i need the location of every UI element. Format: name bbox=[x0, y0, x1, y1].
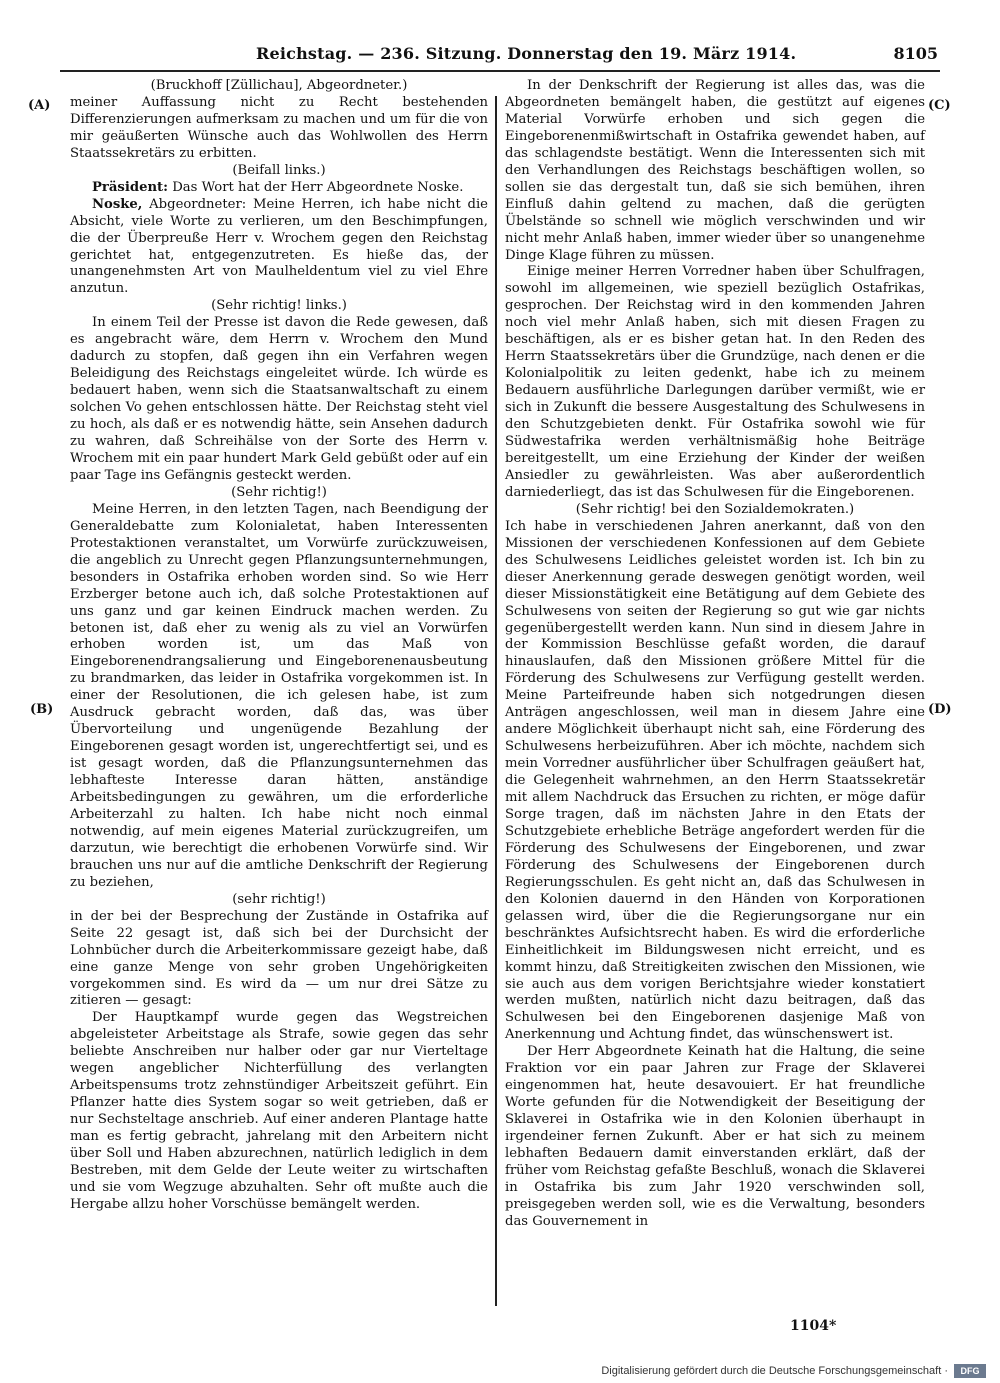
margin-marker-a: (A) bbox=[28, 98, 51, 113]
president-remark: Präsident: Das Wort hat der Herr Abgeordnete Noske. bbox=[92, 179, 464, 195]
paragraph: Der Herr Abgeordnete Keinath hat die Haltung, die seine Fraktion vor ein paar Jahren zur Frage der Sklaverei eingenommen hat, heute desavouiert. Er hat freundliche Worte gefunden für die Notwendigkeit der Beseitigung der Sklaverei in Ostafrika wie in den Kolonien überhaupt in irgendeiner fernen Zukunft. Aber er hat sich zu meinem lebhaften Bedauern damit einverstanden erklärt, daß der früher vom Reichstag gefaßte Beschluß, wonach die Sklaverei in Ostafrika bis zum Jahr 1920 verschwinden soll, preisgegeben werden soll, wie es die Verwaltung, besonders das Gouvernement in bbox=[505, 1044, 925, 1229]
speaker-header: (Bruckhoff [Züllichau], Abgeordneter.) bbox=[150, 78, 408, 93]
reaction: (sehr richtig!) bbox=[232, 891, 326, 907]
paragraph: Einige meiner Herren Vorredner haben über Schulfragen, sowohl im allgemeinen, wie speziell bezüglich Ostafrikas, gesprochen. Der Reichstag wird in den kommenden Jahren noch viel mehr Anlaß haben, sich mit diesen Fragen zu beschäftigen, als er es bisher getan hat. In den Reden des Herrn Staatssekretärs über die Grundzüge, nach denen er die Kolonialpolitik zu leiten gedenkt, habe ich zu meinem Bedauern ausführliche Darlegungen darüber vermißt, wie er sich in Zukunft die bessere Ausgestaltung des Schulwesens in den Schutzgebieten denkt. Für Ostafrika sowohl wie für Südwestafrika werden verhältnismäßig hohe Beiträge bereitgestellt, um eine Erziehung der Kinder der weißen Ansiedler zu gewährleisten. Was aber außerordentlich darniederliegt, das ist das Schulwesen für die Eingeborenen. bbox=[505, 264, 925, 500]
paragraph: In der Denkschrift der Regierung ist alles das, was die Abgeordneten bemängelt haben, die gestützt auf eigenes Material Vorwürfe erhoben und sich gegen die Eingeborenenmißwirtschaft in Ostafrika gewendet haben, auf das schlagendste bestätigt. Wenn die Interessenten sich mit den Verhandlungen des Reichstags beschäftigen wollen, so sollen sie das dergestalt tun, daß sie sich bemühen, ihren Einfluß dahin geltend zu machen, daß die gerügten Übelstände so schnell wie möglich verschwinden und wir nicht mehr Anlaß haben, immer wieder über so unangenehme Dinge Klage führen zu müssen. bbox=[505, 78, 925, 263]
block-quote: Der Hauptkampf wurde gegen das Wegstreichen abgeleisteter Arbeitstage als Strafe, sowie gegen das sehr beliebte Anschreiben nur halber oder gar nur Vierteltage wegen angeblicher Nichterfüllung des verlangten Arbeitspensums trotz zehnstündiger Arbeitszeit geführt. Ein Pflanzer hatte dies System sogar so weit getrieben, daß er nur Sechsteltage anschrieb. Auf einer anderen Plantage hatte man es fertig gebracht, jahrelang mit den Arbeitern nicht über Soll und Haben abzurechnen, natürlich lediglich in dem Bestreben, mit dem Gelde der Leute weiter zu wirtschaften und sie vom Wegzuge abzuhalten. Sehr oft mußte auch die Hergabe allzu hoher Vorschüsse bemängelt werden. bbox=[70, 1010, 488, 1212]
page-header bbox=[70, 44, 938, 68]
paragraph: meiner Auffassung nicht zu Recht bestehenden Differenzierungen aufmerksam zu machen und um für die von mir geäußerten Wünsche auch das Wohlwollen des Herrn Staatssekretärs zu erbitten. bbox=[70, 94, 488, 161]
paragraph: Noske, Abgeordneter: Meine Herren, ich habe nicht die Absicht, viele Worte zu verlieren, um den Beschimpfungen, die der Überpreuße Herr v. Wrochem gegen den Reichstag gerichtet hat, entgegenzutreten. Es hieße das, der unangenehmsten Art von Maulheldentum viel zu viel Ehre anzutun. bbox=[70, 196, 488, 297]
footer-text: Digitalisierung gefördert durch die Deutsche Forschungsgemeinschaft · bbox=[601, 1365, 948, 1377]
speaker-name: Noske, bbox=[92, 196, 143, 212]
paragraph: In einem Teil der Presse ist davon die Rede gewesen, daß es angebracht wäre, dem Herrn v. Wrochem den Mund dadurch zu stopfen, daß gegen ihn ein Verfahren wegen Beleidigung des Reichstags eingeleitet würde. Ich würde es bedauert haben, wenn sich die Staatsanwaltschaft zu einem solchen Vo gehen entschlossen hätte. Der Reichstag steht viel zu hoch, als daß er es notwendig hätte, sein Ansehen dadurch zu wahren, daß Schreihälse von der Sorte des Herrn v. Wrochem mit ein paar hundert Mark Geld gebüßt oder auf ein paar Tage ins Gefängnis gesteckt werden. bbox=[70, 315, 488, 483]
speaker-name: Präsident: bbox=[92, 179, 169, 195]
margin-marker-d: (D) bbox=[928, 702, 952, 717]
left-column bbox=[70, 78, 488, 1214]
running-title: Reichstag. — 236. Sitzung. Donnerstag den 19. März 1914. bbox=[256, 44, 797, 63]
right-column bbox=[505, 78, 925, 1231]
paragraph: in der bei der Besprechung der Zustände in Ostafrika auf Seite 22 gesagt ist, daß sich bei der Durchsicht der Lohnbücher durch die Arbeiterkommissare gezeigt habe, daß eine ganze Menge von sehr groben Ungehörigkeiten vorgekommen sind. Es wird da — um nur drei Sätze zu zitieren — gesagt: bbox=[70, 908, 488, 1009]
reaction: (Sehr richtig! bei den Sozialdemokraten.) bbox=[575, 501, 855, 517]
reaction: (Beifall links.) bbox=[232, 162, 326, 178]
digitization-footer bbox=[580, 1364, 992, 1380]
paragraph: Meine Herren, in den letzten Tagen, nach Beendigung der Generaldebatte zum Kolonialetat, haben Interessenten Protestaktionen veranstaltet, um Vorwürfe zurückzuweisen, die angeblich zu Unrecht gegen Pflanzungsunternehmungen, besonders in Ostafrika erhoben worden sind. So wie Herr Erzberger betone auch ich, daß solche Protestaktionen auf uns ganz und gar keinen Eindruck machen werden. Zu betonen ist, daß eher zu wenig als zu viel an Vorwürfen erhoben worden ist, um das Maß von Eingeborenendrangsalierung und Eingeborenenausbeutung zu brandmarken, das leider in Ostafrika vorgekommen ist. In einer der Resolutionen, die ich gelesen habe, ist zum Ausdruck gebracht worden, daß das, was über Übervorteilung und ungenügende Bezahlung der Eingeborenen gesagt worden ist, ungerechtfertigt sei, und es ist gesagt worden, daß die Pflanzungsunternehmen das lebhafteste Interesse daran hätten, anständige Arbeitsbedingungen zu gewähren, um die erforderliche Arbeiterzahl zu halten. Ich habe nicht noch einmal notwendig, auf mein eigenes Material zurückzugreifen, um darzutun, wie berechtigt die erhobenen Vorwürfe sind. Wir brauchen uns nur auf die amtliche Denkschrift der Regierung zu beziehen, bbox=[70, 501, 488, 890]
dfg-logo-icon: DFG bbox=[954, 1364, 986, 1378]
column-divider bbox=[495, 96, 497, 1306]
reaction: (Sehr richtig! links.) bbox=[211, 298, 347, 314]
reaction: (Sehr richtig!) bbox=[231, 484, 327, 500]
page-number: 8105 bbox=[893, 44, 938, 63]
margin-marker-b: (B) bbox=[30, 702, 54, 717]
paragraph: Ich habe in verschiedenen Jahren anerkannt, daß von den Missionen der verschiedenen Konfessionen auf dem Gebiete des Schulwesens Leidliches geleistet worden ist. Ich bin zu dieser Anerkennung gerade deswegen genötigt worden, weil dieser Missionstätigkeit eine Betätigung auf dem Gebiete des Schulwesens von seiten der Regierung so gut wie gar nichts gegenübergestellt werden kann. Nun sind in diesem Jahre in der Kommission Beschlüsse gefaßt worden, die darauf hinauslaufen, daß den Missionen größere Mittel für die Förderung des Schulwesens zur Verfügung gestellt werden. Meine Parteifreunde haben sich notgedrungen diesen Anträgen angeschlossen, weil man in diesem Jahre eine andere Möglichkeit überhaupt nicht sah, eine Förderung des Schulwesens herbeizuführen. Aber ich möchte, nachdem sich mein Vorredner ausführlicher über Schulfragen geäußert hat, die Gelegenheit wahrnehmen, an den Herrn Staatssekretär mit allem Nachdruck das Ersuchen zu richten, er möge dafür Sorge tragen, daß im nächsten Jahre in den Etats der Schutzgebiete erhebliche Beträge angefordert werden für die Förderung des Schulwesens der Eingeborenen, und zwar Förderung des Schulwesens der Eingeborenen durch Regierungsschulen. Es geht nicht an, daß das Schulwesen in den Kolonien dauernd in den Händen von Korporationen gelassen wird, über die die Regierungsorgane nur ein beschränktes Aufsichtsrecht haben. Es wird die erforderliche Einheitlichkeit im Bildungswesen nicht erreicht, und es kommt hinzu, daß Streitigkeiten zwischen den Missionen, wie sie auch aus dem vorigen Berichtsjahre wieder konstatiert werden mußten, natürlich nicht dazu beitragen, daß das Schulwesen bei den Eingeborenen dasjenige Maß von Anerkennung und Achtung findet, das wünschenswert ist. bbox=[505, 518, 925, 1043]
header-rule bbox=[60, 70, 940, 72]
margin-marker-c: (C) bbox=[928, 98, 951, 113]
printer-signature: 1104* bbox=[790, 1318, 837, 1334]
